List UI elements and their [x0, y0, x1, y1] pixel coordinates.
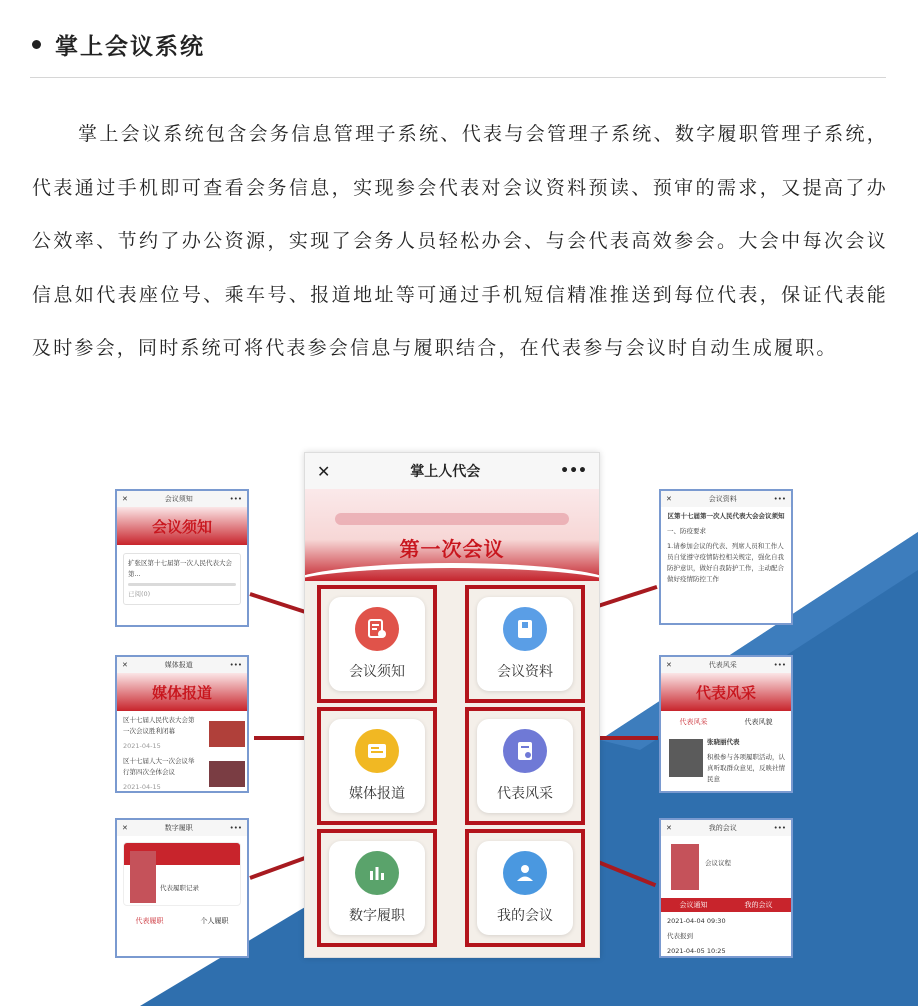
- tile-label: 代表风采: [497, 786, 553, 802]
- btn-notice: 会议通知: [679, 901, 708, 909]
- thumb-text: 区十七届人大一次会议举行第四次全体会议: [123, 757, 195, 776]
- avatar: [671, 844, 699, 890]
- thumb-style: ✕ 代表风采 ••• 代表风采 代表风采 代表风貌 张晓丽代表 积极参与各项履职活动，认真听取群众意见，反映社情民意: [659, 655, 793, 793]
- thumb-heading: 区第十七届第一次人民代表大会会议须知: [667, 512, 785, 520]
- tile-meeting-materials[interactable]: [465, 585, 585, 703]
- thumb-title: 媒体报道: [164, 661, 193, 669]
- thumb-time: 2021-04-05 10:25: [667, 947, 726, 955]
- news-photo: [209, 721, 245, 747]
- news-photo: [209, 761, 245, 787]
- thumb-date: 2021-04-15: [123, 742, 161, 750]
- thumb-title: 数字履职: [164, 824, 193, 832]
- thumb-name: 张晓丽代表: [707, 738, 740, 746]
- thumb-title: 代表风采: [708, 661, 737, 669]
- thumb-buttons: [661, 898, 791, 912]
- avatar: [130, 851, 156, 903]
- tile-label: 我的会议: [497, 908, 553, 924]
- notice-icon: [355, 607, 399, 651]
- divider: [30, 77, 886, 78]
- tab-duty: 代表履职: [135, 917, 164, 925]
- tab-personal: 个人履职: [200, 917, 229, 925]
- phone-banner: [305, 489, 599, 581]
- tile-label: 会议须知: [349, 664, 405, 680]
- thumb-material: ✕ 会议资料 ••• 区第十七届第一次人民代表大会会议须知 一、防疫要求 1.请参加会议的代表、列席人员和工作人员自觉遵守疫情防控相关规定，强化自我防护意识，做好自我防护工作，主动配合做好疫情防控工作: [659, 489, 793, 625]
- thumb-subheading: 一、防疫要求: [667, 527, 706, 535]
- section-title: 掌上会议系统: [55, 34, 205, 60]
- thumb-banner: 媒体报道: [117, 673, 247, 711]
- thumb-text: 1.请参加会议的代表、列席人员和工作人员自觉遵守疫情防控相关规定，强化自我防护意识，做好自我防护工作，主动配合做好疫情防控工作: [667, 542, 784, 583]
- media-icon: [355, 729, 399, 773]
- thumb-title: 会议资料: [708, 495, 737, 503]
- tab-style: 代表风采: [679, 718, 708, 726]
- tab-appearance: 代表风貌: [744, 718, 773, 726]
- app-screens-figure: [0, 440, 918, 1006]
- thumb-item: 代表报到: [667, 932, 693, 940]
- thumb-date: 2021-04-15: [123, 783, 161, 791]
- document-icon: [503, 607, 547, 651]
- btn-mine: 我的会议: [744, 901, 773, 909]
- thumb-text: 扩张区第十七届第一次人民代表大会第...: [128, 559, 232, 578]
- section-header: [32, 28, 205, 61]
- portrait: [669, 739, 703, 777]
- bar-chart-icon: [355, 851, 399, 895]
- tile-meeting-notice[interactable]: [317, 585, 437, 703]
- banner-title: 第一次会议: [399, 537, 505, 561]
- thumb-sub: 已阅(0): [128, 590, 151, 598]
- more-icon[interactable]: •••: [560, 463, 587, 479]
- thumb-notice: ✕ 会议须知 ••• 会议须知 扩张区第十七届第一次人民代表大会第... 已阅(0): [115, 489, 249, 627]
- banner-blurred-text: [335, 513, 569, 525]
- thumb-text: 区十七届人民代表大会第一次会议胜利闭幕: [123, 716, 195, 735]
- certificate-icon: [503, 729, 547, 773]
- thumb-title: 我的会议: [708, 824, 737, 832]
- thumb-time: 2021-04-04 09:30: [667, 917, 726, 925]
- intro-paragraph: 掌上会议系统包含会务信息管理子系统、代表与会管理子系统、数字履职管理子系统，代表通过手机即可查看会务信息，实现参会代表对会议资料预读、预审的需求，又提高了办公效率、节约了办公资源，实现了会务人员轻松办会、与会代表高效参会。大会中每次会议信息如代表座位号、乘车号、报道地址等可通过手机短信精准推送到每位代表，保证代表能及时参会，同时系统可将代表参会信息与履职结合，在代表参与会议时自动生成履职。: [32, 123, 888, 359]
- thumb-my-meeting: ✕ 我的会议 ••• 会议议程 会议通知 我的会议 2021-04-04 09:30 代表报到 2021-04-05 10:25: [659, 818, 793, 958]
- thumb-text: 会议议程: [705, 859, 731, 867]
- thumb-banner: 代表风采: [661, 673, 791, 711]
- thumb-text: 积极参与各项履职活动，认真听取群众意见，反映社情民意: [707, 753, 785, 783]
- close-icon[interactable]: ✕: [317, 461, 331, 481]
- arrow: [596, 736, 658, 740]
- person-icon: [503, 851, 547, 895]
- tile-my-meetings[interactable]: [465, 829, 585, 947]
- thumb-text: 代表履职记录: [160, 884, 199, 892]
- tile-label: 会议资料: [497, 664, 553, 680]
- thumb-media: ✕ 媒体报道 ••• 媒体报道 区十七届人民代表大会第一次会议胜利闭幕 2021-04-15 区十七届人大一次会议举行第四次全体会议 2021-04-15: [115, 655, 249, 793]
- tile-label: 数字履职: [349, 908, 405, 924]
- tile-digital-duty[interactable]: [317, 829, 437, 947]
- phone-titlebar: [305, 453, 599, 489]
- tile-representative-style[interactable]: [465, 707, 585, 825]
- tile-label: 媒体报道: [349, 786, 405, 802]
- thumb-banner: 会议须知: [117, 507, 247, 545]
- banner-arc: [305, 563, 599, 581]
- phone-screen: [304, 452, 600, 958]
- thumb-duty: ✕ 数字履职 ••• 代表履职记录 代表履职 个人履职: [115, 818, 249, 958]
- bullet-icon: [32, 40, 41, 49]
- thumb-title: 会议须知: [164, 495, 193, 503]
- tile-media-reports[interactable]: [317, 707, 437, 825]
- phone-title: 掌上人代会: [410, 464, 481, 480]
